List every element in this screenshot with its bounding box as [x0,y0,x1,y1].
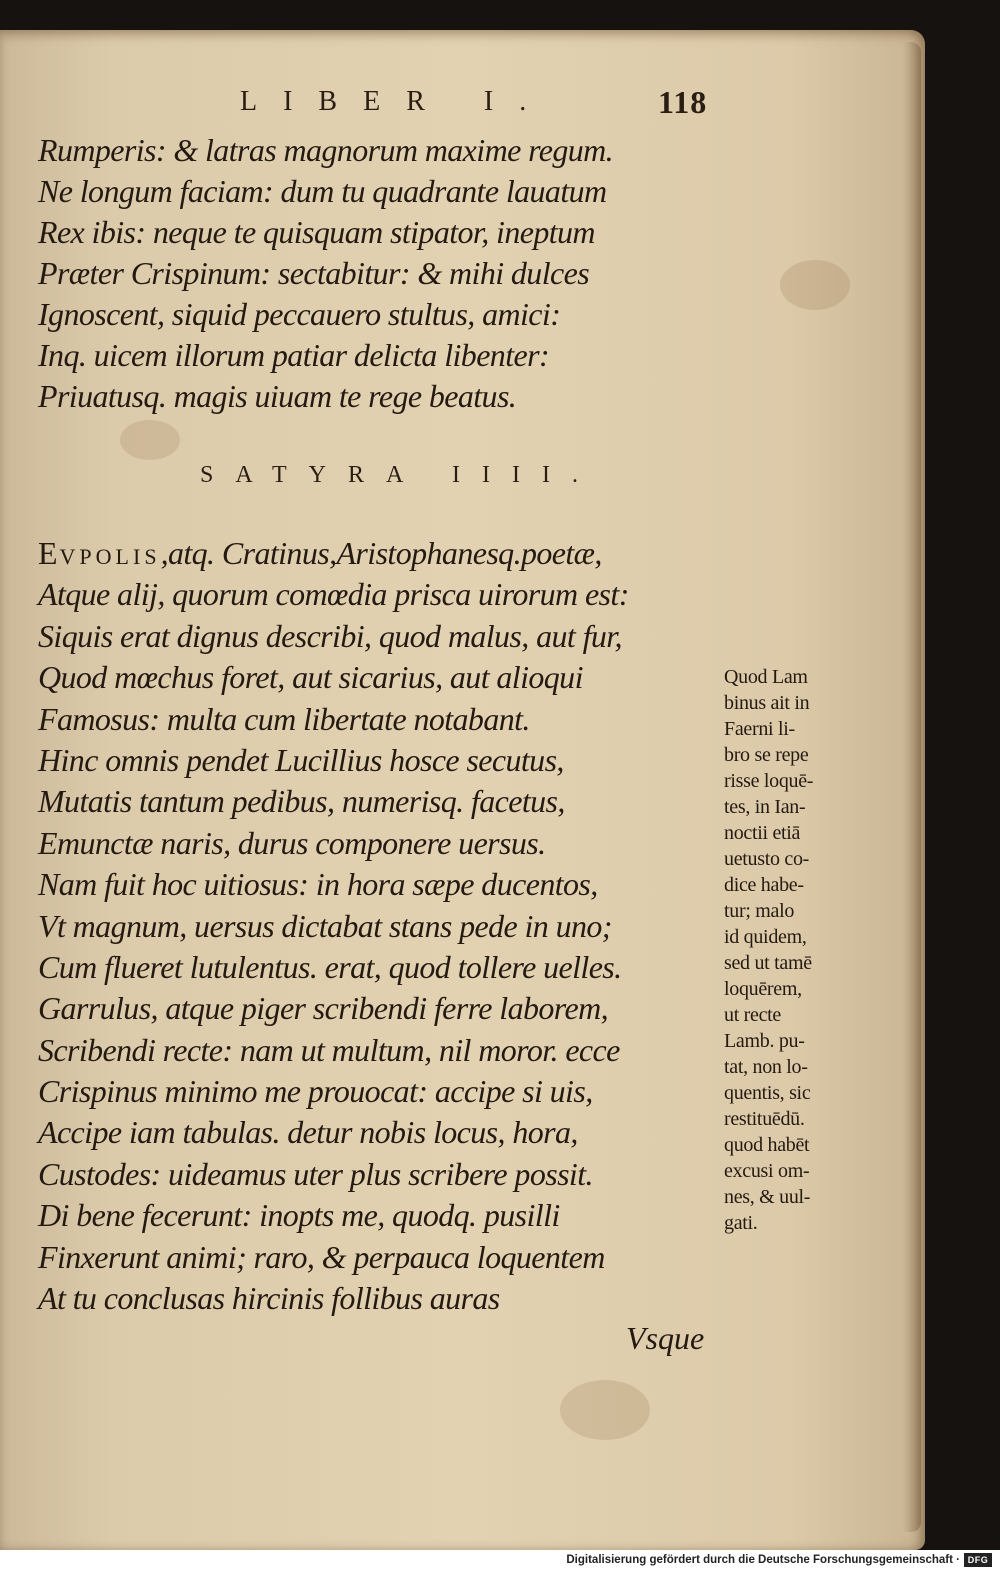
verse-line: At tu conclusas hircinis follibus auras [38,1280,500,1317]
verse-line: Nam fuit hoc uitiosus: in hora sæpe ducentos, [38,866,598,903]
verse-line: Di bene fecerunt: inopts me, quodq. pusilli [38,1197,560,1234]
note-line: loquērem, [724,978,802,1000]
verse-line: Rumperis: & latras magnorum maxime regum. [38,132,614,168]
note-line: Lamb. pu- [724,1030,805,1052]
note-line: quentis, sic [724,1082,811,1104]
note-line: sed ut tamē [724,952,812,974]
satyra-iv-text [38,533,728,1319]
paper-stain [780,260,850,310]
verse-line: Vt magnum, uersus dictabat stans pede in uno; [38,907,612,944]
note-line: tes, in Ian- [724,796,806,818]
verse-line: Ignoscent, siquid peccauero stultus, amici: [38,296,561,332]
note-line: dice habe- [724,874,804,896]
note-line: nes, & uul- [724,1186,811,1208]
note-line: Faerni li- [724,718,795,740]
note-line: uetusto co- [724,848,810,870]
note-line: tur; malo [724,900,795,922]
running-title: LIBER I. [240,86,553,117]
note-line: noctii etiā [724,822,801,844]
verse-line: Scribendi recte: nam ut multum, nil moror. ecce [38,1031,620,1068]
note-line: quod habēt [724,1134,810,1156]
section-heading: SATYRA IIII. [200,462,600,488]
verse-line: Accipe iam tabulas. detur nobis locus, hora, [38,1114,578,1151]
note-line: ut recte [724,1004,782,1026]
satyra-iii-ending [38,130,718,417]
note-line: id quidem, [724,926,807,948]
initial-letter: EVPOLIS [38,535,161,571]
first-line-rest: ,atq. Cratinus,Aristophanesq.poetæ, [160,535,602,571]
note-line: Quod Lam [724,666,808,688]
verse-line: Custodes: uideamus uter plus scribere possit. [38,1155,593,1192]
verse-line: Ne longum faciam: dum tu quadrante lauatum [38,173,607,209]
verse-line: Famosus: multa cum libertate notabant. [38,700,530,737]
paper-stain [560,1380,650,1440]
note-line: tat, non lo- [724,1056,808,1078]
verse-line: Priuatusq. magis uiuam te rege beatus. [38,378,517,414]
verse-line: Mutatis tantum pedibus, numerisq. facetus, [38,783,565,820]
verse-line: Quod mœchus foret, aut sicarius, aut alioqui [38,659,583,696]
note-line: excusi om- [724,1160,810,1182]
verse-line: Atque alij, quorum comœdia prisca uirorum est: [38,576,629,613]
verse-line: Garrulus, atque piger scribendi ferre laborem, [38,990,608,1027]
verse-line: Rex ibis: neque te quisquam stipator, ineptum [38,214,595,250]
note-line: gati. [724,1212,758,1234]
verse-line: Crispinus minimo me prouocat: accipe si uis, [38,1073,593,1110]
page-number: 118 [658,84,708,120]
note-line: binus ait in [724,692,810,714]
verse-line-first [38,533,728,574]
note-line: risse loquē- [724,770,814,792]
verse-line: Cum flueret lutulentus. erat, quod tollere uelles. [38,948,622,985]
note-line: bro se repe [724,744,809,766]
funding-credit: Digitalisierung gefördert durch die Deutsche Forschungsgemeinschaft · [566,1554,960,1566]
verse-line: Finxerunt animi; raro, & perpauca loquentem [38,1238,605,1275]
catchword: Vsque [626,1320,705,1356]
paper-stain [120,420,180,460]
marginal-note [724,664,874,1236]
verse-line: Hinc omnis pendet Lucillius hosce secutus, [38,741,564,778]
page-header [240,86,740,126]
verse-line: Inq. uicem illorum patiar delicta libenter: [38,337,549,373]
initial-small-caps: VPOLIS [59,544,161,569]
verse-line: Siquis erat dignus describi, quod malus, aut fur, [38,617,622,654]
dfg-logo-icon: DFG [964,1553,992,1567]
verse-line: Emunctæ naris, durus componere uersus. [38,824,546,861]
note-line: restituēdū. [724,1108,805,1130]
verse-line: Præter Crispinum: sectabitur: & mihi dulces [38,255,590,291]
page-edge-shadow [903,42,921,1532]
